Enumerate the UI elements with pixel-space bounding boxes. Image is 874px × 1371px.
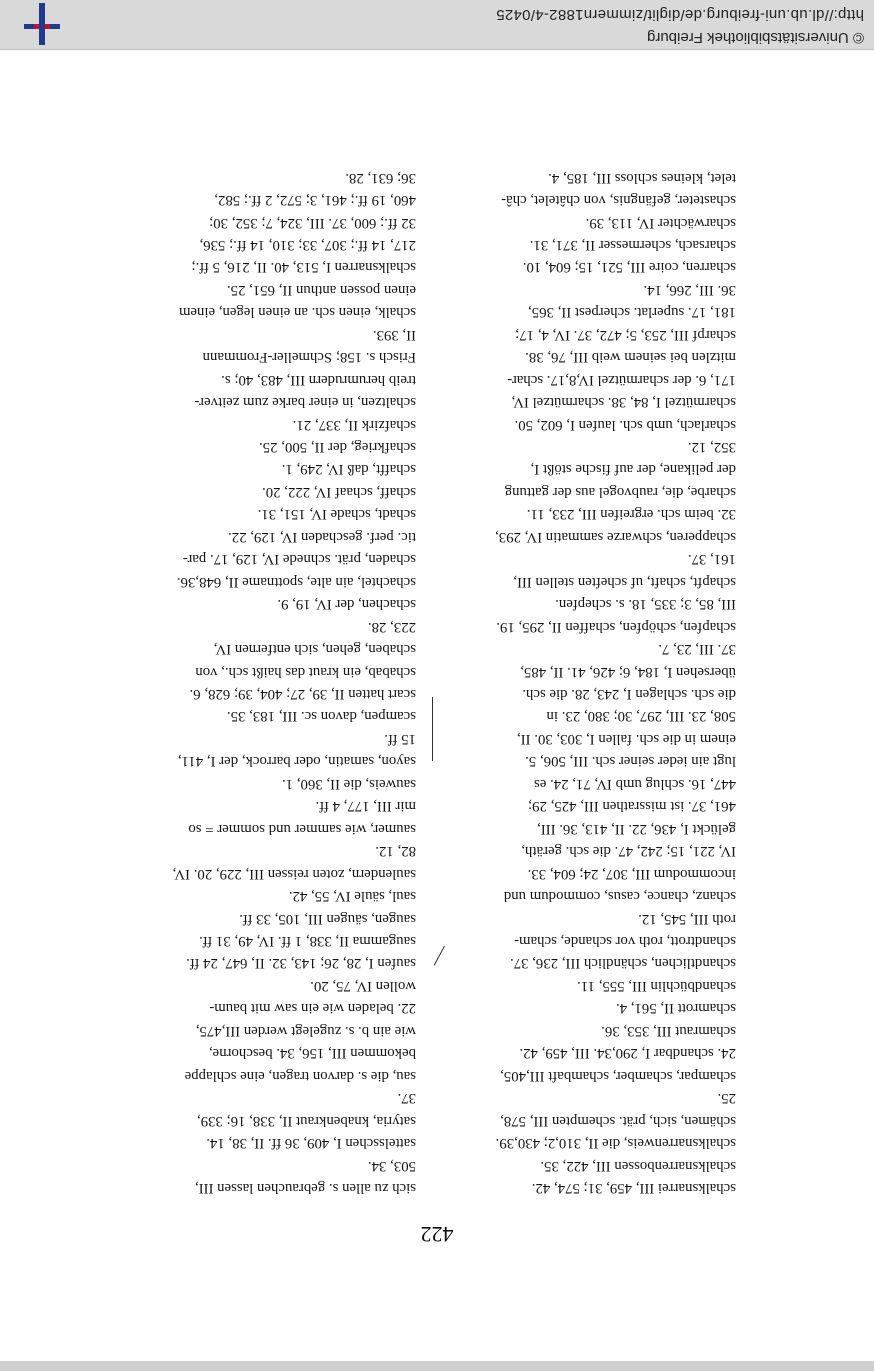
index-line: schamraut III, 353, 36.	[601, 1022, 736, 1039]
index-line: schalksnarrenbossen III, 422, 35.	[540, 1157, 736, 1174]
index-line: scart hatten II, 39, 27; 404, 39; 628, 6.	[189, 686, 416, 703]
index-line: gelückt I, 436, 22. II, 413, 36. III,	[537, 820, 736, 837]
index-line: saulendern, zoten reissen III, 229, 20. IV,	[172, 865, 416, 882]
index-line: schalksnarren I, 513, 40. II, 216, 5 ff.;	[191, 259, 416, 276]
ub-freiburg-logo-icon	[20, 3, 64, 45]
index-line: schalk, einen sch. an einen legen, einem	[178, 304, 416, 321]
index-line: schampar, schamber, schambaft III,405,	[500, 1067, 736, 1084]
index-line: III, 85, 3; 335, 18. s. schepfen.	[555, 596, 736, 613]
page-number: 422	[420, 1222, 454, 1247]
index-line: 25.	[717, 1090, 736, 1107]
index-line: satyria, knabenkraut II, 338, 16; 339,	[196, 1112, 416, 1129]
index-line: sayon, samatin, oder barrock, der I, 411,	[177, 753, 416, 770]
index-line: schanz, chance, casus, commodum und	[503, 888, 736, 905]
index-line: schaltzen, in einer barke zum zeitver-	[194, 394, 416, 411]
index-line: 171, 6. der scharmützel IV,8,17. schar-	[507, 371, 736, 388]
index-line: saul, säule IV, 55, 42.	[288, 888, 416, 905]
index-line: 32 ff.; 600, 37. III, 324, 7; 352, 30;	[209, 214, 416, 231]
index-line: die sch. schlagen I, 243, 28. die sch.	[522, 686, 736, 703]
index-line: saugamma II, 338, 1 ff. IV, 49, 31 ff.	[199, 933, 416, 950]
index-line: 37.	[397, 1090, 416, 1107]
index-line: 503, 34.	[367, 1157, 416, 1174]
index-line: schachen, der IV, 19, 9.	[277, 596, 416, 613]
index-line: 36. III, 266, 14.	[643, 281, 736, 298]
index-line: treib herumrudern III, 483, 40; s.	[221, 371, 416, 388]
copyright-text: © Universitätsbibliothek Freiburg	[647, 29, 864, 46]
index-line: schapft, schaft, uf scheften stellen III,	[513, 573, 736, 590]
index-line: einem in die sch. fallen I, 303, 30. II,	[516, 730, 736, 747]
index-line: wollen IV, 75, 20.	[310, 977, 416, 994]
index-line: 36; 631, 28.	[345, 169, 416, 186]
index-line: scharmützel I, 84, 38. scharmützel IV,	[511, 394, 736, 411]
index-line: schapfen, schöpfen, schaffen II, 295, 19.	[496, 618, 736, 635]
index-line: 24. schandbar I, 290,34. III, 459, 42.	[519, 1045, 736, 1062]
index-line: schaden, prät. schnede IV, 129, 17. par-	[182, 551, 416, 568]
index-line: schandbüchlin III, 555, 11.	[577, 977, 736, 994]
index-line: 32. beim sch. ergreifen III, 233, 11.	[526, 506, 736, 523]
index-line: lugt ain ieder seiner sch. III, 506, 5.	[525, 753, 736, 770]
index-line: schandtrott, roth vor schande, scham-	[514, 933, 736, 950]
index-line: 460, 19 ff.; 461, 3; 572, 2 ff.; 582,	[214, 192, 416, 209]
index-line: 352, 12.	[687, 439, 736, 456]
index-line: 217, 14 ff.; 307, 33; 310, 14 ff.; 536,	[199, 236, 416, 253]
lower-cropped-strip	[0, 1361, 874, 1371]
index-line: schasteter, gefängnis, von châtelet, châ-	[501, 192, 736, 209]
index-line: mir III, 177, 4 ff.	[315, 798, 416, 815]
index-line: sauweis, die II, 360, 1.	[282, 775, 416, 792]
index-line: mitzlen bei seinem weib III, 76, 38.	[525, 349, 736, 366]
index-line: schafzirk II, 337, 21.	[292, 416, 416, 433]
left-column	[436, 166, 736, 1199]
source-url-link[interactable]: http://dl.ub.uni-freiburg.de/diglit/zimmern1882-4/0425	[495, 6, 864, 23]
index-line: 15 ff.	[384, 730, 416, 747]
index-line: scharren, coire III, 521, 15; 604, 10.	[522, 259, 736, 276]
index-line: 508, 23. III, 297, 30; 380, 23. in	[546, 708, 736, 725]
index-line: schaben, gehen, sich entfernen IV,	[213, 641, 416, 658]
index-line: 461, 37. ist missrathen III, 425, 29;	[528, 798, 736, 815]
index-line: saufen I, 28, 26; 143, 32. II, 647, 24 ff.	[186, 955, 416, 972]
index-line: sau, die s. darvon tragen, eine schlappe	[184, 1067, 416, 1084]
index-line: II, 393.	[372, 326, 416, 343]
index-line: schaff, schaaf IV, 222, 20.	[262, 483, 416, 500]
index-line: scharwächter IV, 113, 39.	[585, 214, 736, 231]
index-line: 447, 16. schlug umb IV, 71, 24. es	[534, 775, 736, 792]
index-line: roth III, 545, 12.	[638, 910, 736, 927]
index-line: 22. beladen wie ein saw mit baum-	[209, 1000, 416, 1017]
index-line: schabab, ein kraut das haißt sch., von	[195, 663, 416, 680]
index-line: sattelsschen I, 409, 36 ff. II, 38, 14.	[206, 1135, 416, 1152]
index-line: saugen, säugen III, 105, 33 ff.	[239, 910, 416, 927]
index-line: 161, 37.	[687, 551, 736, 568]
index-line: bekommen III, 156, 34. beschorne,	[208, 1045, 416, 1062]
index-line: schapperen, schwarze sammatin IV, 293,	[495, 528, 736, 545]
right-column	[128, 166, 416, 1199]
index-line: schadt, schade IV, 151, 31.	[257, 506, 416, 523]
index-line: übersehen I, 184, 6; 426, 41. II, 485,	[520, 663, 736, 680]
index-line: wie ain b. s. zugelegt werden III,475,	[195, 1022, 416, 1039]
index-line: scharbe, die, raubvogel aus der gattung	[504, 483, 736, 500]
index-line: schafft, daß IV, 249, 1.	[281, 461, 416, 478]
index-line: schafkrieg, der II, 500, 25.	[259, 439, 416, 456]
margin-bracket-mark	[424, 697, 433, 761]
index-line: scampen, davon sc. III, 183, 35.	[226, 708, 416, 725]
index-line: scharlach, umb sch. laufen I, 602, 50.	[514, 416, 736, 433]
index-line: scharsach, schermesser II, 371, 31.	[529, 236, 736, 253]
index-line: tic. perf. geschaden IV, 129, 22.	[228, 528, 416, 545]
index-line: einen possen anthun II, 651, 25.	[226, 281, 416, 298]
index-line: 223, 28.	[367, 618, 416, 635]
index-line: 37. III, 23, 7.	[658, 641, 736, 658]
index-line: saumer, wie sammer und sommer = so	[188, 820, 416, 837]
index-line: IV, 221, 15; 242, 47. die sch. geräth,	[521, 843, 736, 860]
index-line: 181, 17. superlat. scherpest II, 365,	[528, 304, 736, 321]
index-line: schalksnarrei III, 459, 31; 574, 42.	[531, 1180, 736, 1196]
index-line: 82, 12.	[375, 843, 416, 860]
index-line: schachtel, ain alte, spottname II, 648,36.	[176, 573, 416, 590]
index-line: schämen, sich, prät. schempten III, 578,	[500, 1112, 736, 1129]
index-line: sich zu allen s. gebrauchen lassen III,	[194, 1180, 416, 1196]
index-line: schamrott II, 561, 4.	[616, 1000, 736, 1017]
index-line: schandtlichen, schändlich III, 236, 37.	[510, 955, 736, 972]
index-line: schalksnarrenweis, die II, 310,2; 430,39.	[495, 1135, 736, 1152]
index-line: incommodum III, 307, 24; 604, 33.	[527, 865, 736, 882]
index-line: der pelikane, der auf fische stößt I,	[530, 461, 736, 478]
index-line: Frisch s. 158; Schmeller-Frommann	[202, 349, 416, 366]
footer-bar	[0, 0, 874, 50]
index-line: scharpf III, 253, 5; 472, 37. IV, 4, 17;	[515, 326, 736, 343]
index-line: telet, kleines schloss III, 185, 4.	[548, 169, 736, 186]
